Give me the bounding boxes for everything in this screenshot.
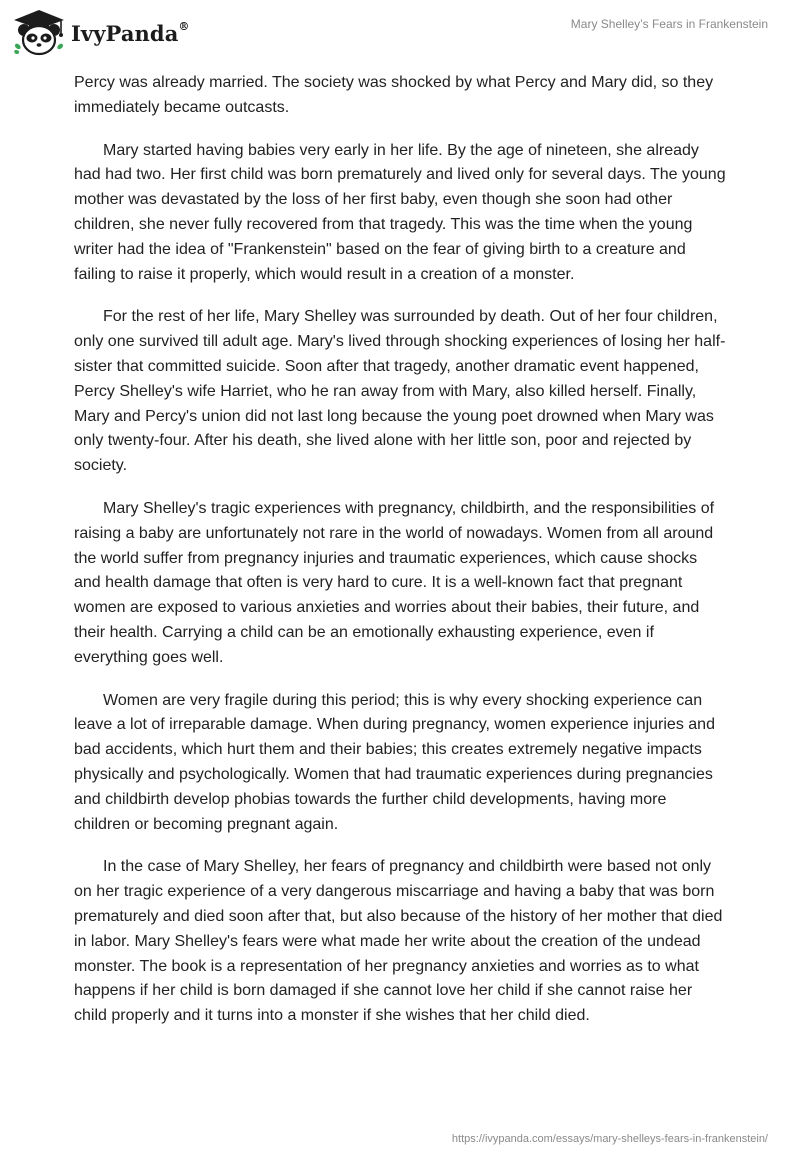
paragraph: Percy was already married. The society was shocked by what Percy and Mary did, so they immediately became outcasts.: [74, 74, 714, 116]
paragraph: In the case of Mary Shelley, her fears of pregnancy and childbirth were based not only on her tragic experience of a very dangerous miscarriage and having a baby that was born prematurely and died soon after that, but also because of the history of her mother that died in labor. Mary Shelley's fears were what made her write about the creation of the undead monster. The book is a representation of her pregnancy anxieties and worries as to what happens if her child is born damaged if she cannot love her child if she cannot raise her child properly and it turns into a monster if she wishes that her child died.: [74, 858, 723, 1025]
essay-body: [74, 71, 726, 1047]
paragraph: Women are very fragile during this period; this is why every shocking experience can leave a lot of irreparable damage. When during pregnancy, women experience injuries and bad accidents, which hurt them and their babies; this creates extremely negative impacts physically and psychologically. Women that had traumatic experiences during pregnancies and childbirth develop phobias towards the further child developments, having more children or becoming pregnant again.: [74, 691, 715, 833]
paragraph: Mary started having babies very early in her life. By the age of nineteen, she already had had two. Her first child was born prematurely and lived only for several days. The young mother was devastated by the loss of her first baby, even though she soon had other children, she never fully recovered from that tragedy. This was the time when the young writer had the idea of "Frankenstein" based on the fear of giving birth to a creature and failing to raise it properly, which would result in a creation of a monster.: [74, 141, 726, 283]
page-header: [0, 0, 800, 70]
paragraph: For the rest of her life, Mary Shelley was surrounded by death. Out of her four children, only one survived till adult age. Mary's lived through shocking experiences of losing her half-sister that committed suicide. Soon after that tragedy, another dramatic event happened, Percy Shelley's wife Harriet, who he ran away from with Mary, also killed herself. Finally, Mary and Percy's union did not last long because the young poet drowned when Mary was only twenty-four. After his death, she lived alone with her little son, poor and rejected by society.: [74, 308, 726, 475]
source-url-link[interactable]: https://ivypanda.com/essays/mary-shelleys-fears-in-frankenstein/: [451, 1133, 768, 1145]
brand-name: IvyPanda®: [71, 19, 190, 46]
paragraph: Mary Shelley's tragic experiences with pregnancy, childbirth, and the responsibilities of raising a baby are unfortunately not rare in the world of nowadays. Women from all around the world suffer from pregnancy injuries and traumatic experiences, which cause shocks and health damage that often is very hard to cure. It is a well-known fact that pregnant women are exposed to various anxieties and worries about their babies, their future, and their health. Carrying a child can be an emotionally exhausting experience, even if everything goes well.: [74, 499, 715, 666]
document-title: Mary Shelley’s Fears in Frankenstein: [570, 17, 768, 31]
ivypanda-logo[interactable]: [12, 8, 190, 56]
panda-graduation-cap-icon: [12, 8, 66, 56]
